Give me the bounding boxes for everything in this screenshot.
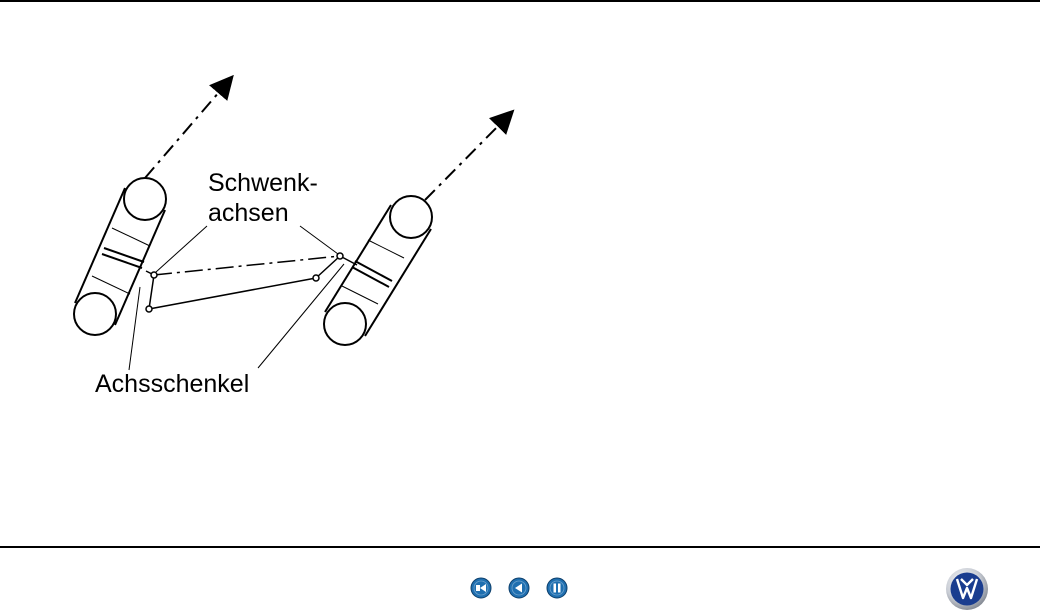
pivot-axes-label-line1: Schwenk-	[208, 169, 318, 197]
vw-logo	[945, 567, 989, 611]
left-tie-rod-joint	[146, 306, 152, 312]
right-wheel	[324, 196, 432, 345]
left-wheel-direction-arrow	[145, 84, 226, 178]
back-button[interactable]	[508, 577, 530, 599]
restart-icon	[470, 577, 492, 599]
pivot-axes-label-line2: achsen	[208, 199, 289, 227]
right-wheel-direction-arrow	[425, 118, 506, 200]
label-leader-lines	[129, 226, 344, 370]
bottom-rule	[0, 546, 1040, 548]
playback-controls	[470, 577, 568, 599]
pause-icon	[546, 577, 568, 599]
steering-knuckle-label: Achsschenkel	[95, 370, 250, 398]
pause-button[interactable]	[546, 577, 568, 599]
back-arrow-icon	[508, 577, 530, 599]
steering-linkage	[146, 253, 357, 312]
restart-button[interactable]	[470, 577, 492, 599]
left-wheel	[74, 178, 166, 335]
left-pivot-point	[151, 272, 157, 278]
right-tie-rod-joint	[313, 275, 319, 281]
